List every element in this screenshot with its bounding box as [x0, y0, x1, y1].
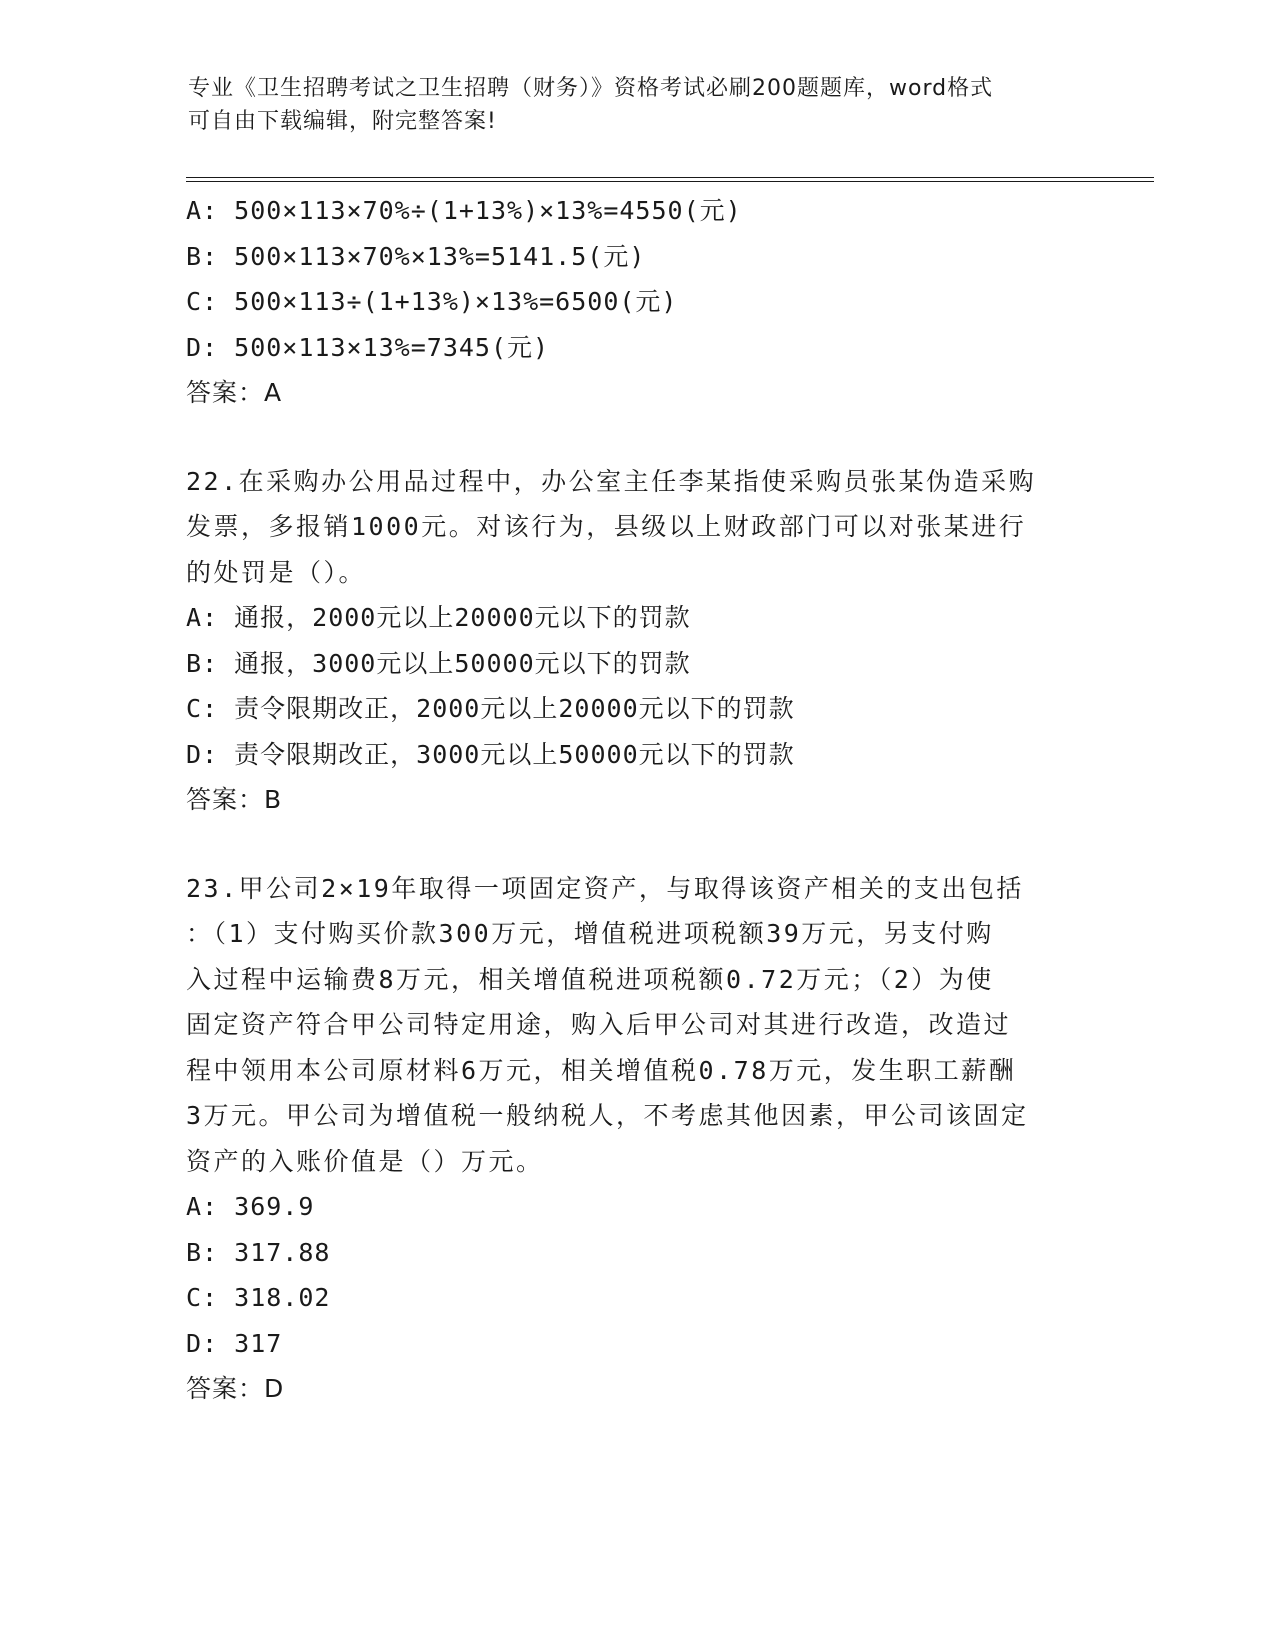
- q21-option-a: A: 500×113×70%÷(1+13%)×13%=4550(元): [186, 196, 742, 225]
- q21-option-c: C: 500×113÷(1+13%)×13%=6500(元): [186, 287, 678, 316]
- q22-option-d: D: 责令限期改正，3000元以上50000元以下的罚款: [186, 739, 795, 769]
- question-21-options: [186, 188, 1086, 416]
- q23-option-b: B: 317.88: [186, 1237, 331, 1267]
- document-body: [186, 188, 1086, 1412]
- q23-stem-line-4: 固定资产符合甲公司特定用途，购入后甲公司对其进行改造，改造过: [186, 1010, 1012, 1039]
- q22-option-b: B: 通报，3000元以上50000元以下的罚款: [186, 648, 691, 678]
- q23-stem-line-7: 资产的入账价值是（）万元。: [186, 1146, 544, 1176]
- header-line-2: 可自由下载编辑，附完整答案!: [188, 109, 497, 134]
- q23-answer: 答案：D: [186, 1374, 285, 1403]
- q23-stem-line-5: 程中领用本公司原材料6万元，相关增值税0.78万元，发生职工薪酬: [186, 1055, 1017, 1085]
- spacer: [186, 823, 1086, 866]
- q23-option-d: D: 317: [186, 1328, 283, 1358]
- spacer: [186, 416, 1086, 459]
- q23-stem-line-2: ：（1）支付购买价款300万元，增值税进项税额39万元，另支付购: [186, 919, 994, 948]
- q22-stem-line-1: 22.在采购办公用品过程中，办公室主任李某指使采购员张某伪造采购: [186, 466, 1037, 496]
- q23-stem-line-1: 23.甲公司2×19年取得一项固定资产，与取得该资产相关的支出包括: [186, 873, 1024, 903]
- q23-option-c: C: 318.02: [186, 1283, 331, 1312]
- document-header: [188, 72, 1088, 138]
- q22-stem-line-2: 发票，多报销1000元。对该行为，县级以上财政部门可以对张某进行: [186, 512, 1027, 541]
- q22-stem: [186, 459, 1086, 596]
- q22-option-a: A: 通报，2000元以上20000元以下的罚款: [186, 603, 691, 632]
- header-line-1: 专业《卫生招聘考试之卫生招聘（财务）》资格考试必刷200题题库，word格式: [188, 76, 994, 101]
- q21-answer: 答案：A: [186, 378, 283, 407]
- q21-option-b: B: 500×113×70%×13%=5141.5(元): [186, 241, 646, 271]
- q23-stem-line-3: 入过程中运输费8万元，相关增值税进项税额0.72万元；（2）为使: [186, 964, 994, 994]
- q22-stem-line-3: 的处罚是（）。: [186, 557, 367, 587]
- header-divider-top: [186, 177, 1154, 178]
- q22-answer: 答案：B: [186, 785, 283, 814]
- header-divider-bottom: [186, 181, 1154, 182]
- q23-stem: [186, 866, 1086, 1185]
- q23-option-a: A: 369.9: [186, 1192, 315, 1221]
- q23-stem-line-6: 3万元。甲公司为增值税一般纳税人，不考虑其他因素，甲公司该固定: [186, 1101, 1029, 1130]
- q22-option-c: C: 责令限期改正，2000元以上20000元以下的罚款: [186, 694, 795, 723]
- q21-option-d: D: 500×113×13%=7345(元): [186, 332, 550, 362]
- question-22: [186, 459, 1086, 823]
- question-23: [186, 866, 1086, 1412]
